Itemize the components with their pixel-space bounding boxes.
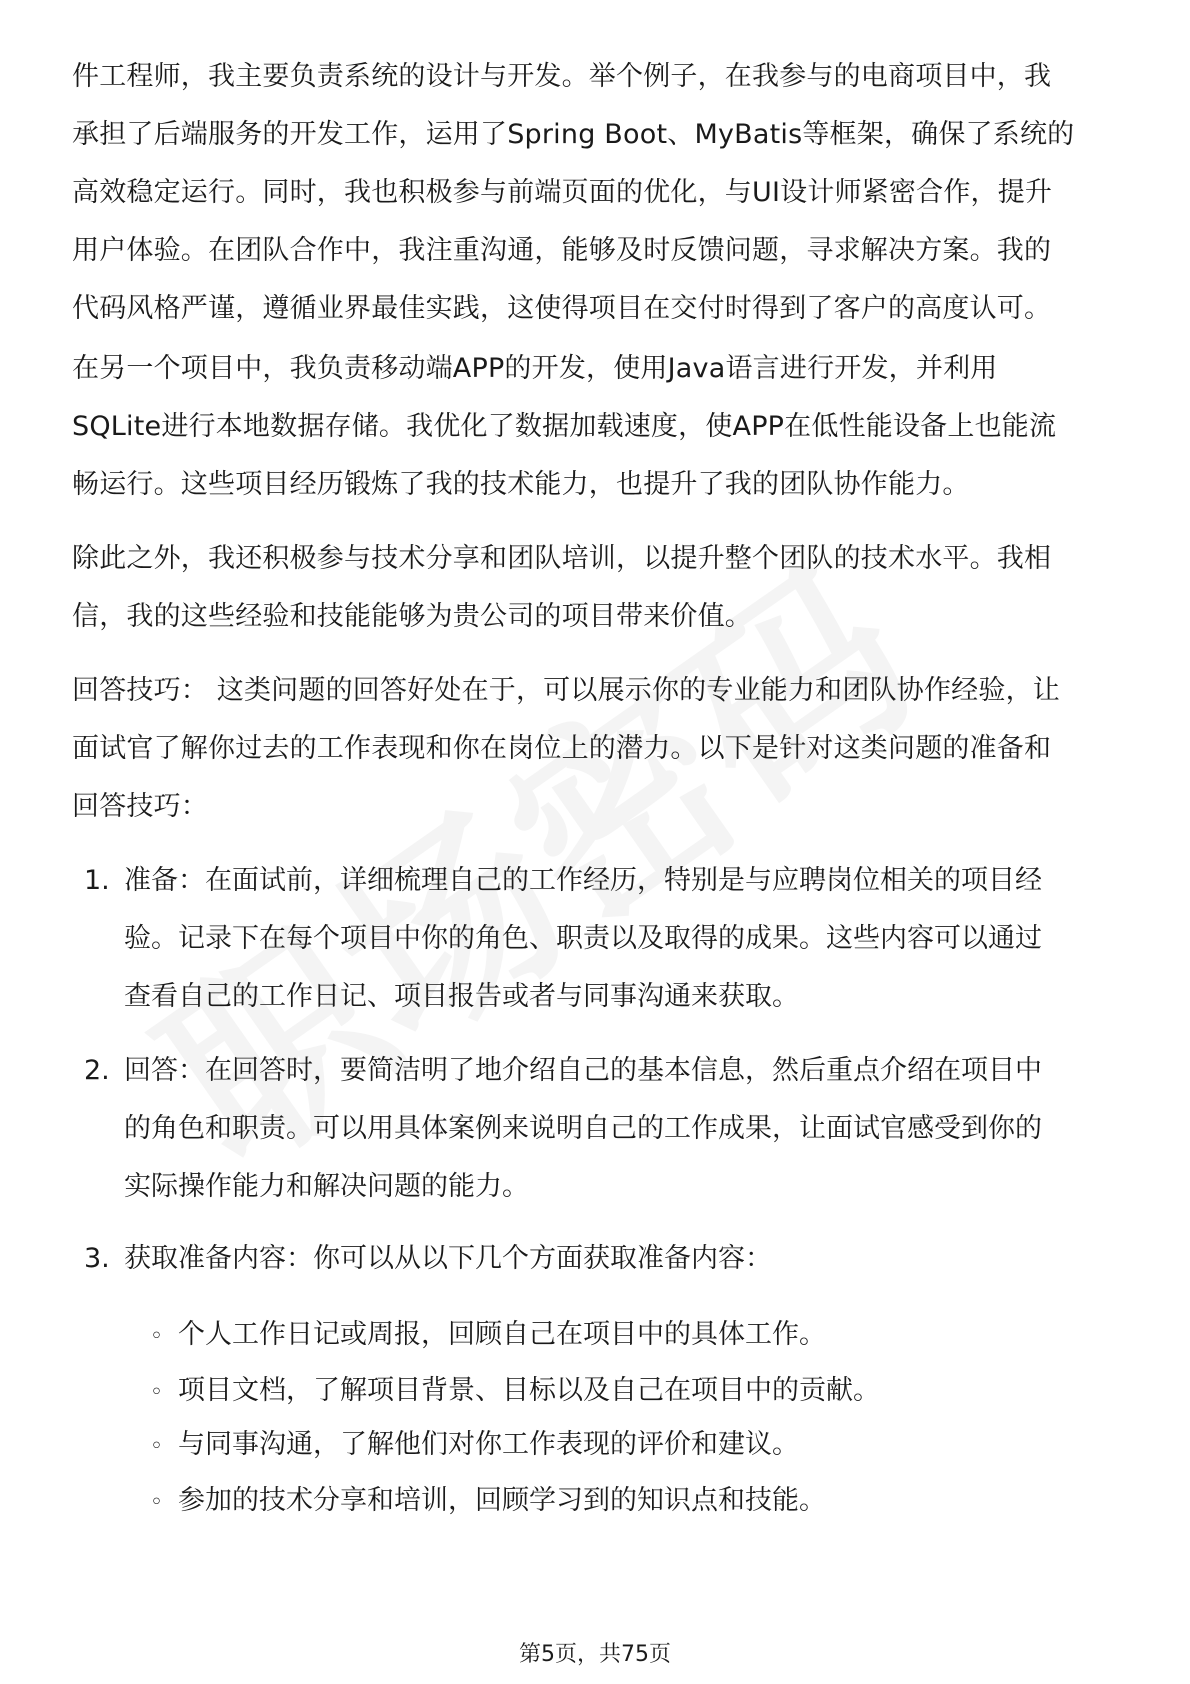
sub-list-text: 个人工作日记或周报，回顾自己在项目中的具体工作。 (178, 1319, 826, 1350)
sub-list-text: 项目文档，了解项目背景、目标以及自己在项目中的贡献。 (178, 1375, 880, 1406)
hollow-bullet-icon: ◦ (150, 1324, 163, 1349)
hollow-bullet-icon: ◦ (150, 1380, 163, 1405)
paragraph-project-experience (72, 48, 1122, 338)
paragraph-tech-sharing (72, 530, 1122, 646)
text-line: 信，我的这些经验和技能能够为贵公司的项目带来价值。 (72, 601, 752, 632)
page-number-footer: 第5页，共75页 (519, 1642, 671, 1667)
text-line: 实际操作能力和解决问题的能力。 (124, 1171, 529, 1202)
text-line: 件工程师，我主要负责系统的设计与开发。举个例子，在我参与的电商项目中，我 (72, 61, 1052, 92)
sub-list-text: 参加的技术分享和培训，回顾学习到的知识点和技能。 (178, 1485, 826, 1516)
list-item-body (124, 1042, 1124, 1216)
text-line: 回答技巧： (72, 791, 208, 822)
sub-list-item (150, 1306, 1100, 1366)
text-line: 面试官了解你过去的工作表现和你在岗位上的潜力。以下是针对这类问题的准备和 (72, 733, 1052, 764)
text-line: 获取准备内容：你可以从以下几个方面获取准备内容： (124, 1243, 772, 1274)
text-line: 回答技巧： 这类问题的回答好处在于，可以展示你的专业能力和团队协作经验，让 (72, 675, 1060, 706)
paragraph-answer-tips (72, 662, 1122, 836)
text-line: 代码风格严谨，遵循业界最佳实践，这使得项目在交付时得到了客户的高度认可。 (72, 293, 1052, 324)
text-line: 回答：在回答时，要简洁明了地介绍自己的基本信息，然后重点介绍在项目中 (124, 1055, 1042, 1086)
hollow-bullet-icon: ◦ (150, 1490, 163, 1515)
text-line: 准备：在面试前，详细梳理自己的工作经历，特别是与应聘岗位相关的项目经 (124, 865, 1042, 896)
text-line: SQLite进行本地数据存储。我优化了数据加载速度，使APP在低性能设备上也能流 (72, 411, 1057, 442)
paragraph-mobile-project (72, 340, 1122, 514)
sub-list-item (150, 1362, 1100, 1422)
text-line: 畅运行。这些项目经历锻炼了我的技术能力，也提升了我的团队协作能力。 (72, 469, 970, 500)
hollow-bullet-icon: ◦ (150, 1434, 163, 1459)
text-line: 验。记录下在每个项目中你的角色、职责以及取得的成果。这些内容可以通过 (124, 923, 1042, 954)
list-number: 2. (84, 1055, 110, 1086)
text-line: 用户体验。在团队合作中，我注重沟通，能够及时反馈问题，寻求解决方案。我的 (72, 235, 1052, 266)
text-line: 承担了后端服务的开发工作，运用了Spring Boot、MyBatis等框架，确保了系统的 (72, 119, 1075, 150)
text-line: 查看自己的工作日记、项目报告或者与同事沟通来获取。 (124, 981, 799, 1012)
list-number: 1. (84, 865, 110, 896)
list-item-body (124, 852, 1124, 1026)
text-line: 高效稳定运行。同时，我也积极参与前端页面的优化，与UI设计师紧密合作，提升 (72, 177, 1053, 208)
text-line: 除此之外，我还积极参与技术分享和团队培训，以提升整个团队的技术水平。我相 (72, 543, 1052, 574)
text-line: 的角色和职责。可以用具体案例来说明自己的工作成果，让面试官感受到你的 (124, 1113, 1042, 1144)
sub-list-text: 与同事沟通，了解他们对你工作表现的评价和建议。 (178, 1429, 799, 1460)
list-item-body (124, 1230, 1124, 1288)
sub-list-item (150, 1472, 1100, 1532)
list-number: 3. (84, 1243, 110, 1274)
text-line: 在另一个项目中，我负责移动端APP的开发，使用Java语言进行开发，并利用 (72, 353, 998, 384)
sub-list-item (150, 1416, 1100, 1476)
